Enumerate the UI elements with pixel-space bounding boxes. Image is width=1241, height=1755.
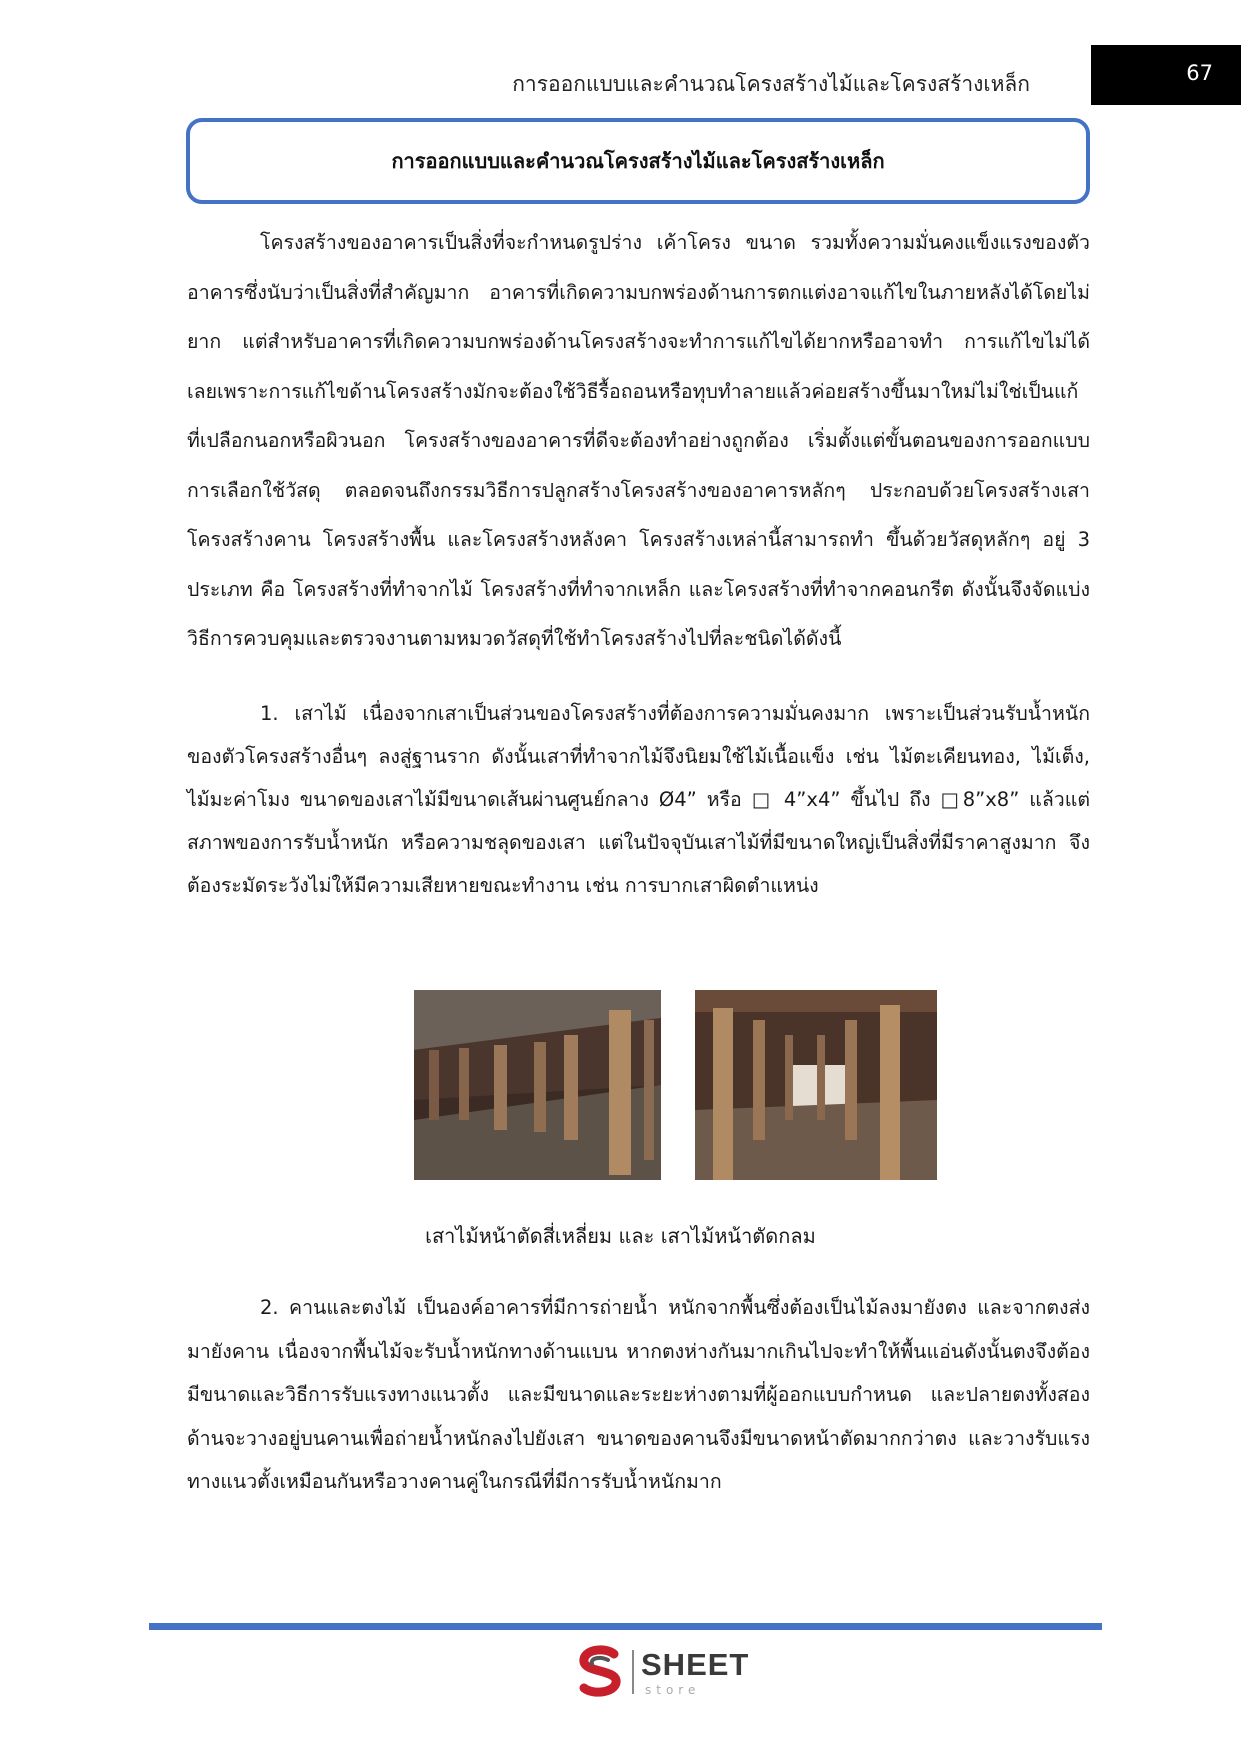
section-title-box — [186, 118, 1090, 204]
sheet-store-logo-icon — [574, 1644, 630, 1700]
logo-wordmark: SHEET — [641, 1647, 750, 1682]
running-header-title: การออกแบบและคำนวณโครงสร้างไม้และโครงสร้างเหล็ก — [512, 72, 1030, 96]
logo-subtext: store — [645, 1683, 701, 1697]
sheet-store-logo — [574, 1644, 754, 1700]
page-number-box — [1091, 45, 1241, 105]
logo-divider — [632, 1650, 634, 1694]
intro-paragraph: โครงสร้างของอาคารเป็นสิ่งที่จะกำหนดรูปร่าง เค้าโครง ขนาด รวมทั้งความมั่นคงแข็งแรงของตัวอาคารซึ่งนับว่าเป็นสิ่งที่สำคัญมาก อาคารที่เกิดความบกพร่องด้านการตกแต่งอาจแก้ไขในภายหลังได้โดยไม่ยาก แต่สำหรับอาคารที่เกิดความบกพร่องด้านโครงสร้างจะทำการแก้ไขได้ยากหรืออาจทำ การแก้ไขไม่ได้เลยเพราะการแก้ไขด้านโครงสร้างมักจะต้องใช้วิธีรื้อถอนหรือทุบทำลายแล้วค่อยสร้างขึ้นมาใหม่ไม่ใช่เป็นแก้ที่เปลือกนอกหรือผิวนอก โครงสร้างของอาคารที่ดีจะต้องทำอย่างถูกต้อง เริ่มตั้งแต่ขั้นตอนของการออกแบบ การเลือกใช้วัสดุ ตลอดจนถึงกรรมวิธีการปลูกสร้างโครงสร้างของอาคารหลักๆ ประกอบด้วยโครงสร้างเสา โครงสร้างคาน โครงสร้างพื้น และโครงสร้างหลังคา โครงสร้างเหล่านี้สามารถทำ ขึ้นด้วยวัสดุหลักๆ อยู่ 3 ประเภท คือ โครงสร้างที่ทำจากไม้ โครงสร้างที่ทำจากเหล็ก และโครงสร้างที่ทำจากคอนกรีต ดังนั้นจึงจัดแบ่งวิธีการควบคุมและตรวจงานตามหมวดวัสดุที่ใช้ทำโครงสร้างไปที่ละชนิดได้ดังนี้ — [187, 231, 1090, 650]
photo-row — [0, 990, 1241, 1180]
photo-caption: เสาไม้หน้าตัดสี่เหลี่ยม และ เสาไม้หน้าตัดกลม — [425, 1224, 816, 1248]
body-text-continued — [187, 1286, 1090, 1504]
item-1-paragraph: 1. เสาไม้ เนื่องจากเสาเป็นส่วนของโครงสร้างที่ต้องการความมั่นคงมาก เพราะเป็นส่วนรับน้ำหนักของตัวโครงสร้างอื่นๆ ลงสู่ฐานราก ดังนั้นเสาที่ทำจากไม้จึงนิยมใช้ไม้เนื้อแข็ง เช่น ไม้ตะเคียนทอง, ไม้เต็ง, ไม้มะค่าโมง ขนาดของเสาไม้มีขนาดเส้นผ่านศูนย์กลาง Ø4” หรือ □ 4”x4” ขึ้นไป ถึง □8”x8” แล้วแต่สภาพของการรับน้ำหนัก หรือความชลุดของเสา แต่ในปัจจุบันเสาไม้ที่มีขนาดใหญ่เป็นสิ่งที่มีราคาสูงมาก จึงต้องระมัดระวังไม่ให้มีความเสียหายขณะทำงาน เช่น การบากเสาผิดตำแหน่ง — [187, 701, 1090, 897]
footer-rule — [149, 1623, 1102, 1630]
page-number: 67 — [1186, 61, 1213, 85]
square-wood-posts-photo — [414, 990, 661, 1180]
section-title: การออกแบบและคำนวณโครงสร้างไม้และโครงสร้างเหล็ก — [391, 149, 885, 173]
body-text — [187, 218, 1090, 907]
item-2-paragraph: 2. คานและตงไม้ เป็นองค์อาคารที่มีการถ่ายน้ำ หนักจากพื้นซึ่งต้องเป็นไม้ลงมายังตง และจากตงส่งมายังคาน เนื่องจากพื้นไม้จะรับน้ำหนักทางด้านแบน หากตงห่างกันมากเกินไปจะทำให้พื้นแอ่นดังนั้นตงจึงต้องมีขนาดและวิธีการรับแรงทางแนวตั้ง และมีขนาดและระยะห่างตามที่ผู้ออกแบบกำหนด และปลายตงทั้งสองด้านจะวางอยู่บนคานเพื่อถ่ายน้ำหนักลงไปยังเสา ขนาดของคานจึงมีขนาดหน้าตัดมากกว่าตง และวางรับแรงทางแนวตั้งเหมือนกันหรือวางคานคู่ในกรณีที่มีการรับน้ำหนักมาก — [187, 1296, 1090, 1493]
round-wood-posts-photo — [695, 990, 937, 1180]
